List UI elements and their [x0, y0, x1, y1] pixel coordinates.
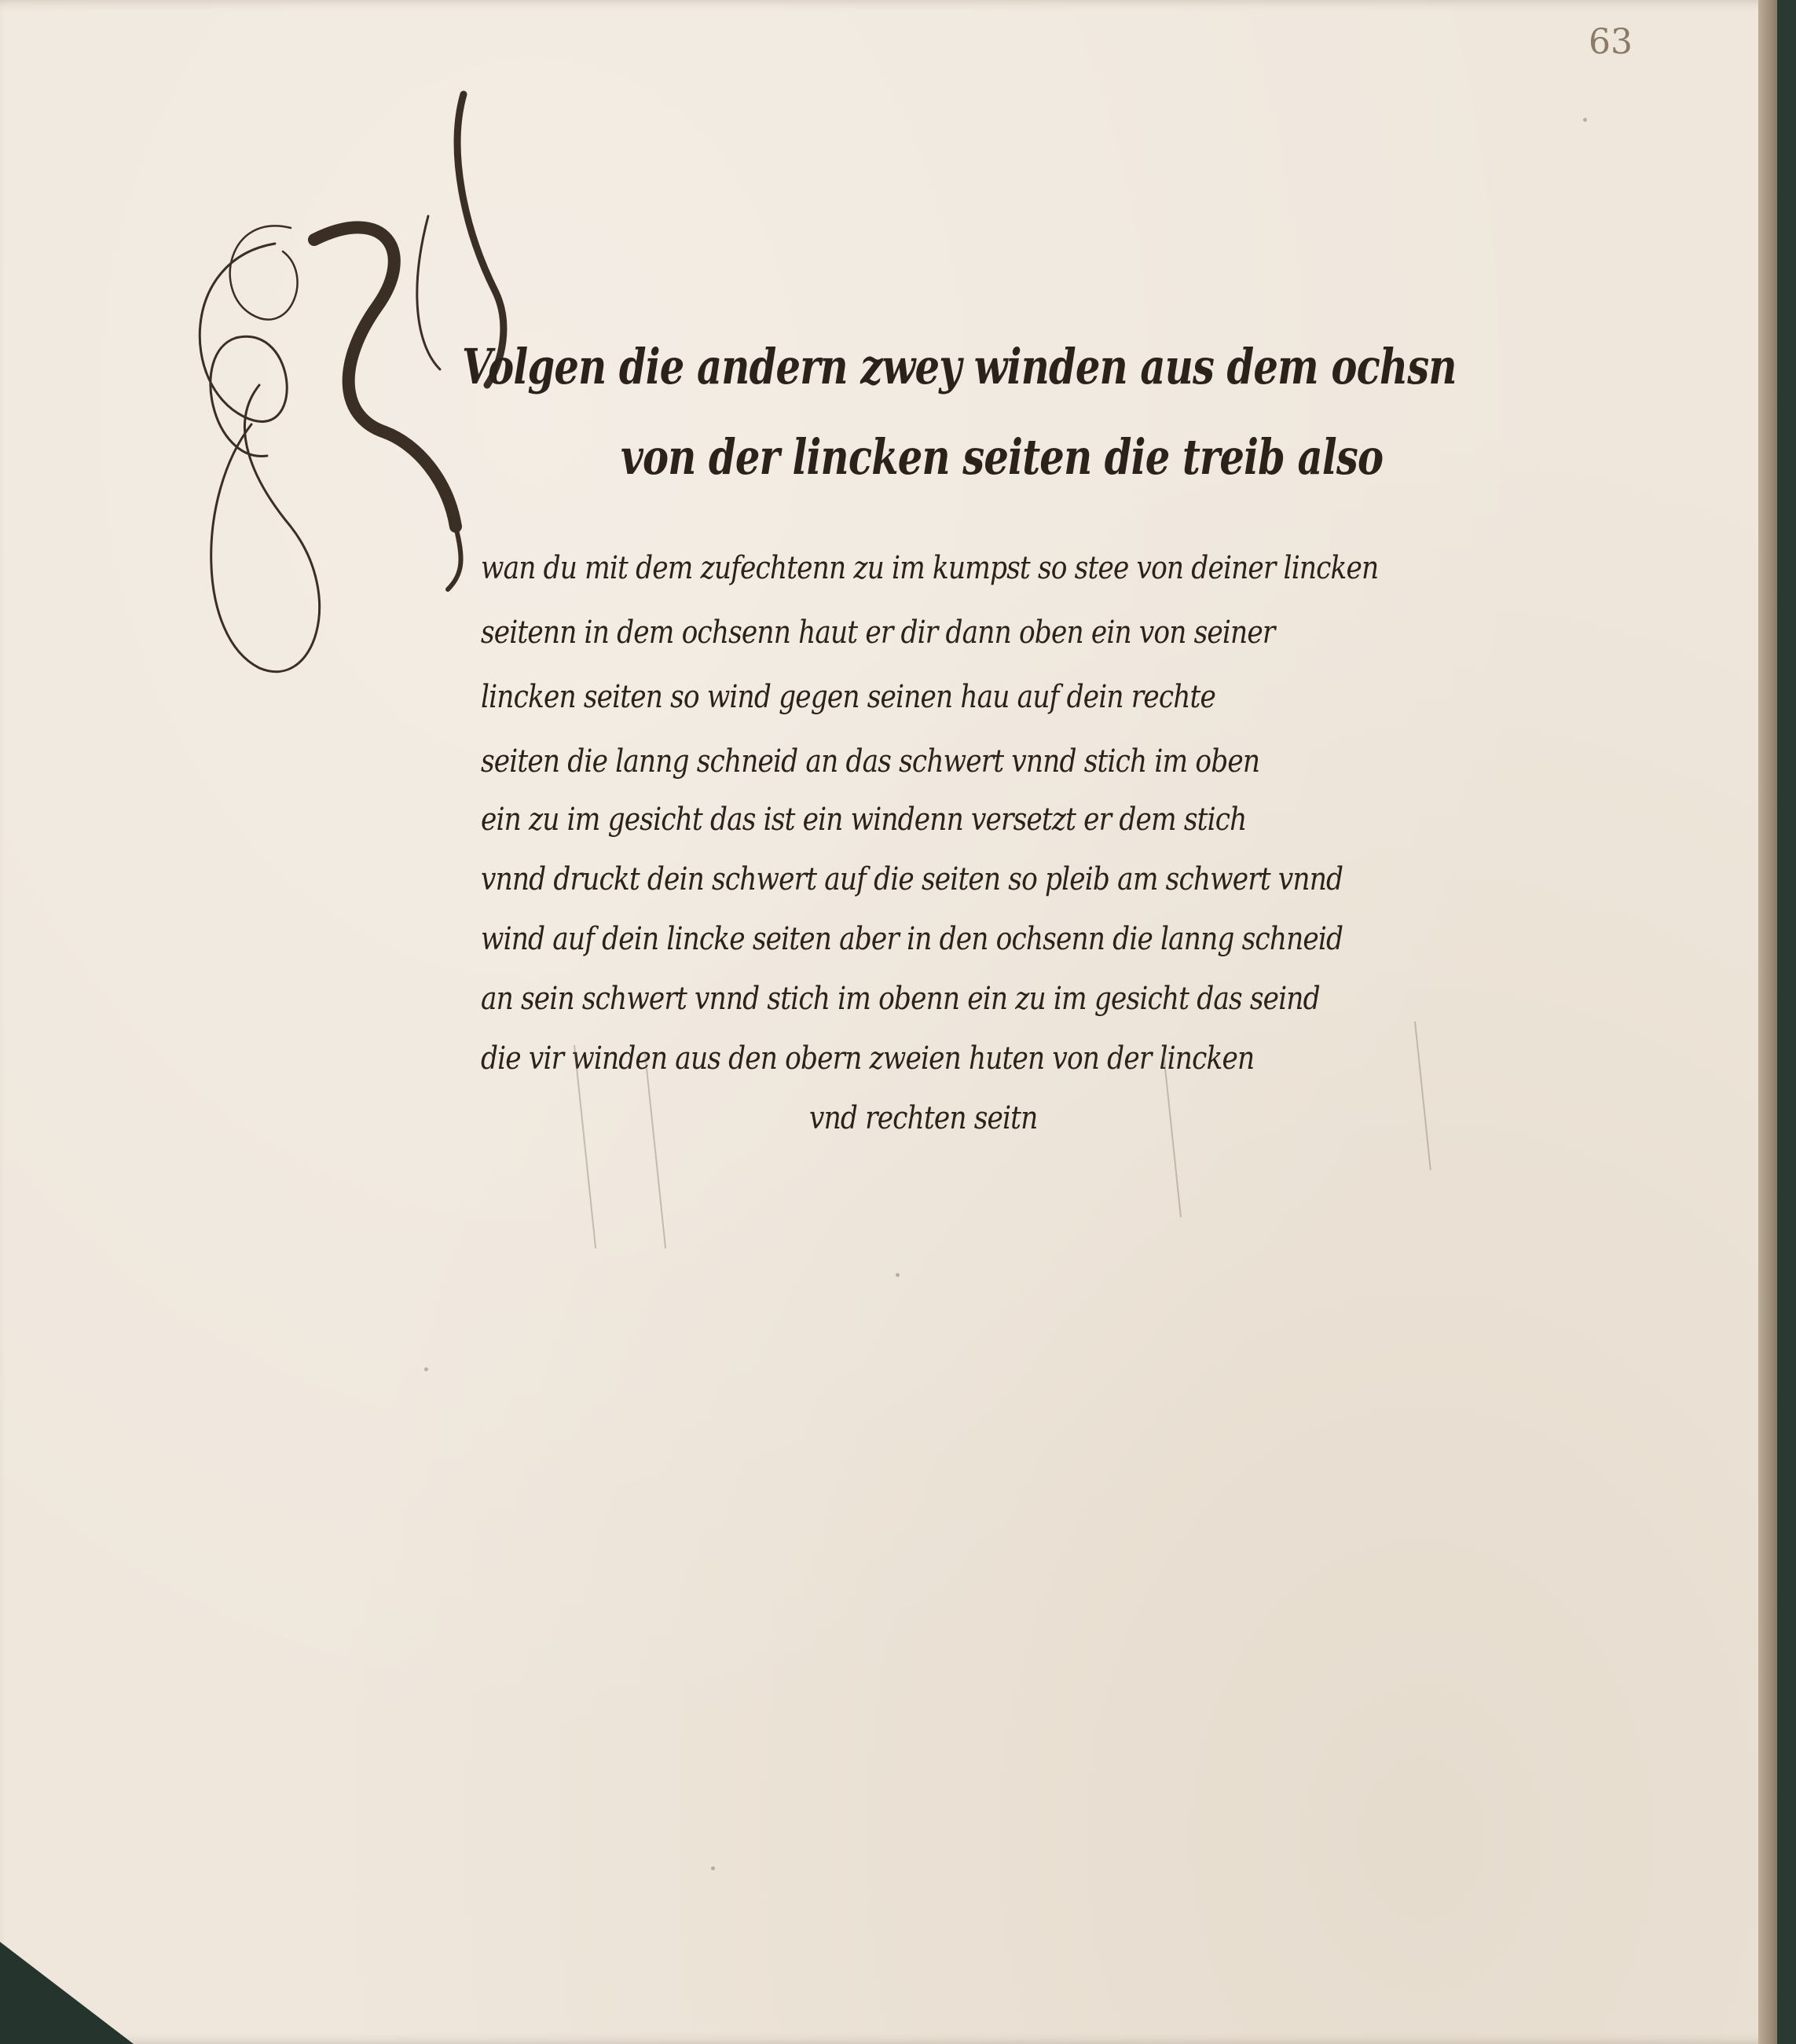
heading-line: von der lincken seiten die treib also [621, 428, 1384, 486]
text-line: wan du mit dem zufechtenn zu im kumpst so stee von deiner lincken [481, 550, 1379, 586]
text-line: die vir winden aus den obern zweien huten von der lincken [481, 1040, 1255, 1077]
page-edge [1758, 0, 1777, 2044]
decorated-initial-v [181, 86, 511, 684]
text-line: vnd rechten seitn [809, 1100, 1038, 1136]
text-line: seitenn in dem ochsenn haut er dir dann oben ein von seiner [481, 615, 1275, 651]
heading-line: Volgen die andern zwey winden aus dem ochsn [462, 338, 1457, 395]
text-line: ein zu im gesicht das ist ein windenn versetzt er dem stich [481, 802, 1247, 838]
text-line: lincken seiten so wind gegen seinen hau auf dein rechte [481, 679, 1215, 715]
background-corner [0, 1942, 134, 2044]
paper-fleck [1583, 118, 1587, 122]
paper-fleck [711, 1866, 715, 1870]
ruling-line [644, 1053, 666, 1249]
paper-fleck [896, 1273, 900, 1277]
text-line: vnnd druckt dein schwert auf die seiten so pleib am schwert vnnd [481, 861, 1343, 897]
folio-number: 63 [1589, 22, 1633, 62]
text-line: wind auf dein lincke seiten aber in den ochsenn die lanng schneid [481, 921, 1343, 957]
text-line: an sein schwert vnnd stich im obenn ein zu im gesicht das seind [481, 981, 1320, 1017]
ruling-line [1163, 1053, 1182, 1217]
paper-fleck [424, 1367, 428, 1371]
ruling-line [1414, 1022, 1431, 1170]
text-line: seiten die lanng schneid an das schwert vnnd stich im oben [481, 743, 1260, 780]
